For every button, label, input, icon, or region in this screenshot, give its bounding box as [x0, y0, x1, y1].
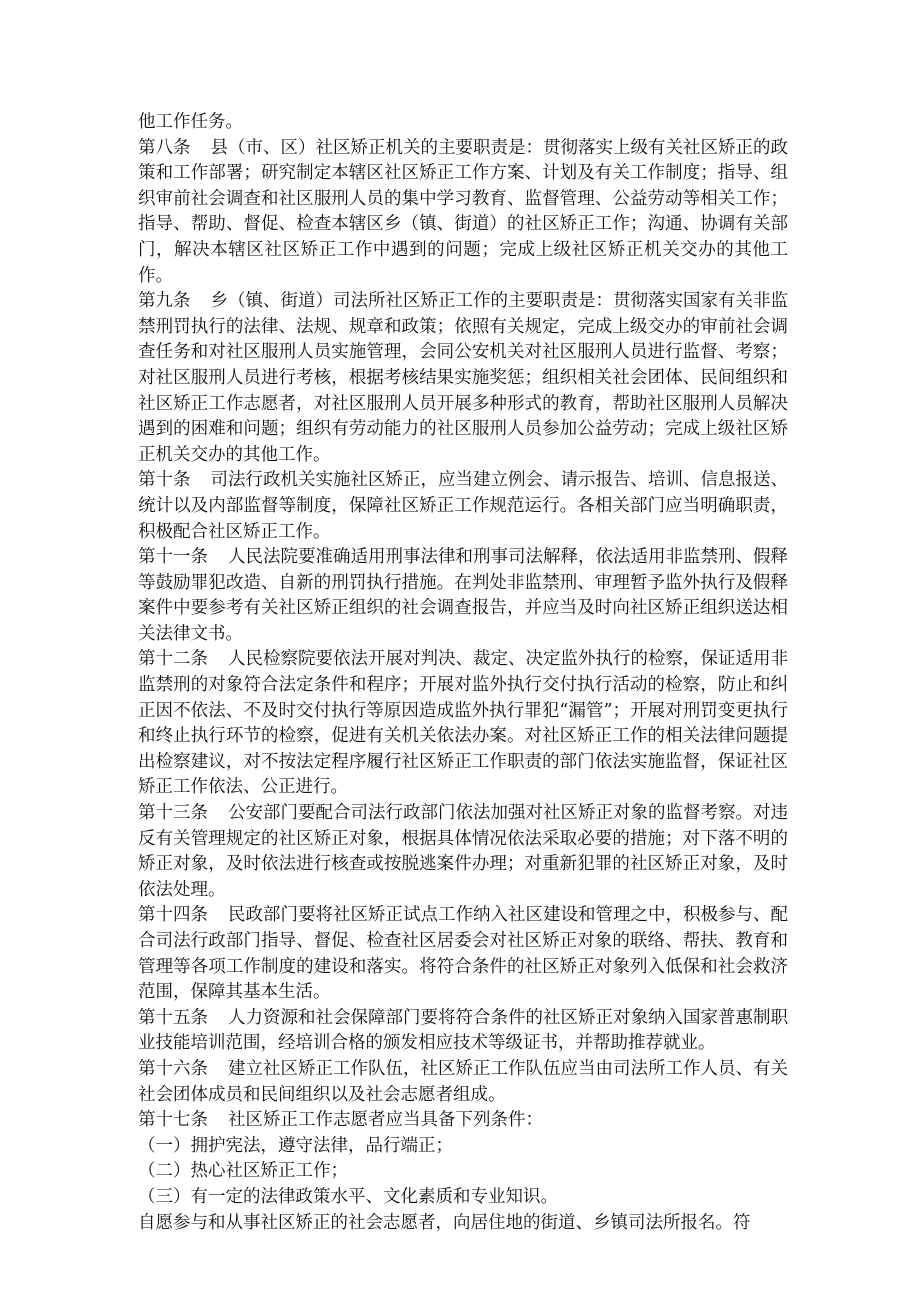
article-text: 人民检察院要依法开展对判决、裁定、决定监外执行的检察，保证适用非监禁刑的对象符合法定条件和程序；开展对监外执行交付执行活动的检察，防止和纠正因不依法、不及时交付执行等原因造成监外执行罪犯“漏管”；开展对刑罚变更执行和终止执行环节的检察，促进有关机关依法办案。对社区矫正工作的相关法律问题提出检察建议，对不按法定程序履行社区矫正工作职责的部门依法实施监督，保证社区矫正工作依法、公正进行。	[138, 649, 788, 798]
closing-line: 自愿参与和从事社区矫正的社会志愿者，向居住地的街道、乡镇司法所报名。符	[138, 1212, 751, 1233]
article-number: 第八条	[138, 137, 191, 158]
article-17	[138, 1108, 788, 1134]
article-number: 第十七条	[138, 1110, 208, 1131]
condition-item: （一）拥护宪法，遵守法律，品行端正；	[138, 1135, 453, 1156]
article-text: 民政部门要将社区矫正试点工作纳入社区建设和管理之中，积极参与、配合司法行政部门指导、督促、检查社区居委会对社区矫正对象的联络、帮扶、教育和管理等各项工作制度的建设和落实。将符合条件的社区矫正对象列入低保和社会救济范围，保障其基本生活。	[138, 905, 788, 1003]
article-16	[138, 1057, 788, 1108]
article-number: 第十条	[138, 470, 191, 491]
article-text: 人力资源和社会保障部门要将符合条件的社区矫正对象纳入国家普惠制职业技能培训范围，经培训合格的颁发相应技术等级证书，并帮助推荐就业。	[138, 1007, 788, 1054]
condition-item: （三）有一定的法律政策水平、文化素质和专业知识。	[138, 1186, 558, 1207]
article-9	[138, 289, 788, 468]
document-body	[138, 110, 788, 1236]
article-text: 公安部门要配合司法行政部门依法加强对社区矫正对象的监督考察。对违反有关管理规定的社区矫正对象，根据具体情况依法采取必要的措施；对下落不明的矫正对象，及时依法进行核查或按脱逃案件办理；对重新犯罪的社区矫正对象，及时依法处理。	[138, 803, 788, 900]
article-text: 建立社区矫正工作队伍，社区矫正工作队伍应当由司法所工作人员、有关社会团体成员和民间组织以及社会志愿者组成。	[138, 1058, 788, 1105]
article-8	[138, 136, 788, 290]
article-text: 县（市、区）社区矫正机关的主要职责是：贯彻落实上级有关社区矫正的政策和工作部署；研究制定本辖区社区矫正工作方案、计划及有关工作制度；指导、组织审前社会调查和社区服刑人员的集中学习教育、监督管理、公益劳动等相关工作；指导、帮助、督促、检查本辖区乡（镇、街道）的社区矫正工作；沟通、协调有关部门，解决本辖区社区矫正工作中遇到的问题；完成上级社区矫正机关交办的其他工作。	[138, 137, 788, 286]
article-text: 人民法院要准确适用刑事法律和刑事司法解释，依法适用非监禁刑、假释等鼓励罪犯改造、自新的刑罚执行措施。在判处非监禁刑、审理暂予监外执行及假释案件中要参考有关社区矫正组织的社会调查报告，并应当及时向社区矫正组织送达相关法律文书。	[138, 547, 788, 644]
article-11	[138, 545, 788, 647]
article-text: 乡（镇、街道）司法所社区矫正工作的主要职责是：贯彻落实国家有关非监禁刑罚执行的法律、法规、规章和政策；依照有关规定，完成上级交办的审前社会调查任务和对社区服刑人员实施管理，会同公安机关对社区服刑人员进行监督、考察；对社区服刑人员进行考核，根据考核结果实施奖惩；组织相关社会团体、民间组织和社区矫正工作志愿者，对社区服刑人员开展多种形式的教育，帮助社区服刑人员解决遇到的困难和问题；组织有劳动能力的社区服刑人员参加公益劳动；完成上级社区矫正机关交办的其他工作。	[138, 291, 788, 465]
article-number: 第十三条	[138, 803, 208, 824]
condition-item: （二）热心社区矫正工作；	[138, 1161, 348, 1182]
article-text: 司法行政机关实施社区矫正，应当建立例会、请示报告、培训、信息报送、统计以及内部监督等制度，保障社区矫正工作规范运行。各相关部门应当明确职责，积极配合社区矫正工作。	[138, 470, 788, 542]
article-number: 第十六条	[138, 1058, 208, 1079]
article-number: 第十一条	[138, 547, 208, 568]
article-number: 第十二条	[138, 649, 208, 670]
article-12	[138, 647, 788, 801]
article-number: 第十五条	[138, 1007, 208, 1028]
article-number: 第十四条	[138, 905, 208, 926]
article-10	[138, 468, 788, 545]
article-text: 社区矫正工作志愿者应当具备下列条件：	[228, 1110, 543, 1131]
article-15	[138, 1006, 788, 1057]
intro-line: 他工作任务。	[138, 112, 243, 132]
article-14	[138, 903, 788, 1005]
article-number: 第九条	[138, 291, 191, 312]
article-13	[138, 801, 788, 903]
